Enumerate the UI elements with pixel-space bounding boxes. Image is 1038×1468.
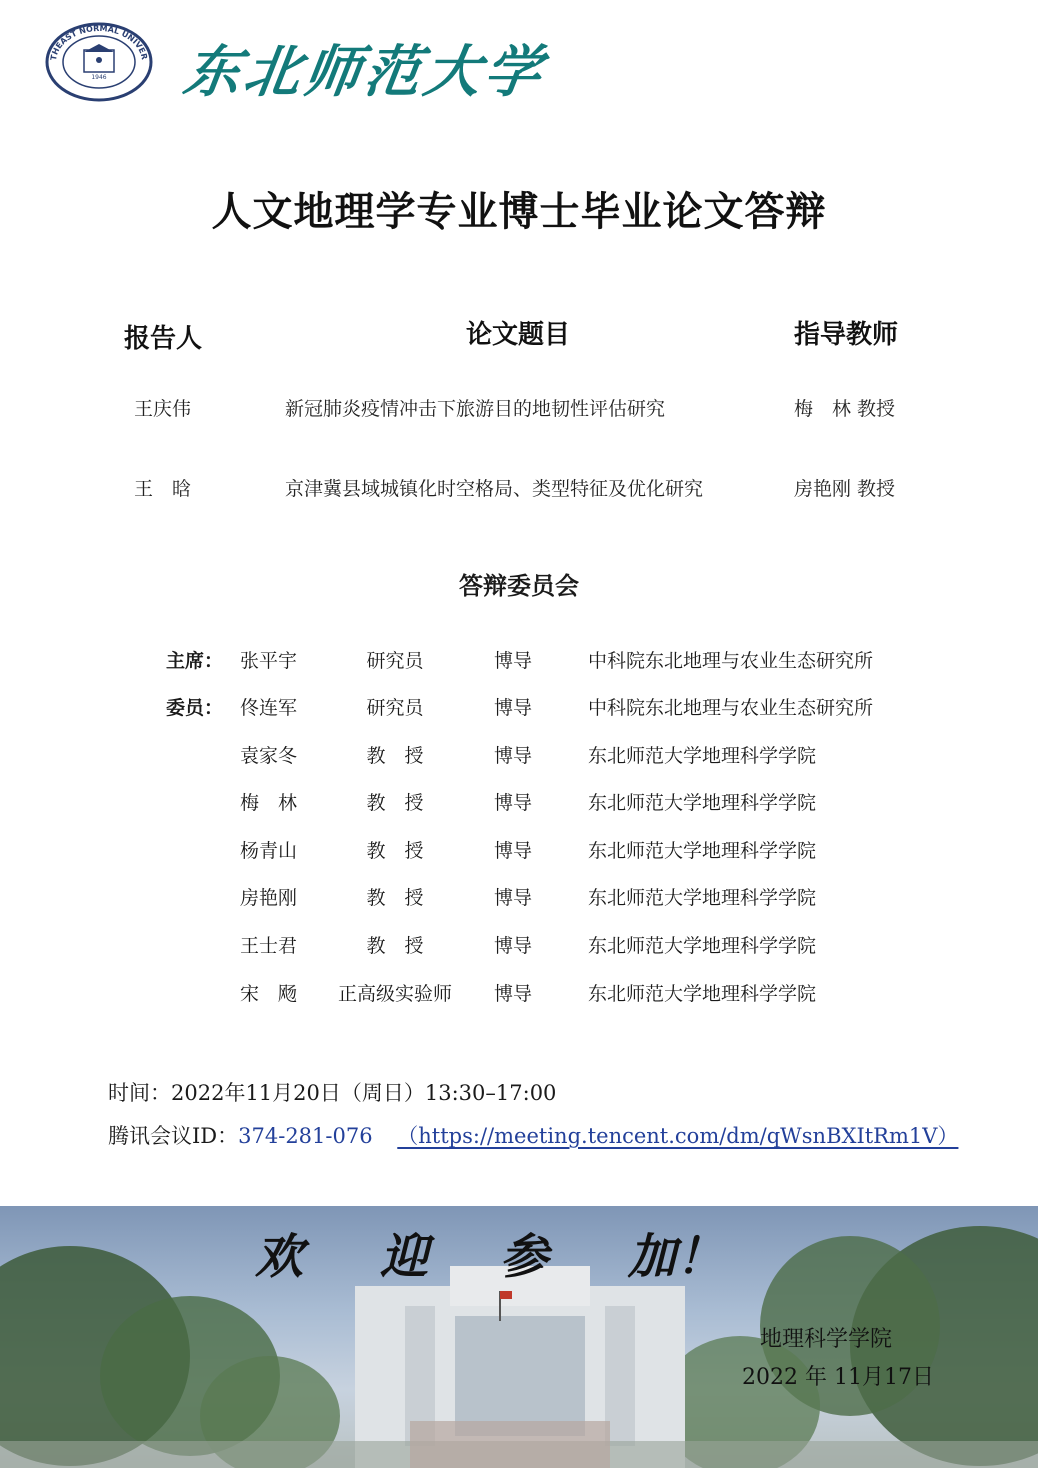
member-role: 委员： <box>166 697 224 719</box>
university-seal <box>44 22 154 102</box>
seal-year: 1946 <box>91 74 107 81</box>
issuing-school: 地理科学学院 <box>760 1327 893 1352</box>
committee-member <box>0 693 1038 723</box>
member-tutor: 博导 <box>494 935 533 957</box>
member-title: 研究员 <box>366 650 424 672</box>
member-institution: 东北师范大学地理科学学院 <box>588 840 817 862</box>
committee-member <box>0 788 1038 818</box>
member-title: 教 授 <box>366 792 424 814</box>
member-institution: 东北师范大学地理科学学院 <box>588 983 817 1005</box>
member-role: 主席： <box>166 650 224 672</box>
welcome-char: 加！ <box>628 1229 725 1285</box>
member-title: 教 授 <box>366 745 424 767</box>
member-institution: 东北师范大学地理科学学院 <box>588 792 817 814</box>
welcome-char: 迎 <box>380 1229 429 1285</box>
row1-topic: 新冠肺炎疫情冲击下旅游目的地韧性评估研究 <box>285 398 666 420</box>
committee-member <box>0 931 1038 961</box>
member-tutor: 博导 <box>494 983 533 1005</box>
meeting-id[interactable]: 374-281-076 <box>238 1124 373 1148</box>
welcome-char: 参 <box>500 1229 549 1285</box>
seal-text: THEAST NORMAL UNIVER <box>48 23 149 62</box>
page-title: 人文地理学专业博士毕业论文答辩 <box>211 189 827 235</box>
committee-member <box>0 836 1038 866</box>
member-title: 教 授 <box>366 887 424 909</box>
committee-member <box>0 979 1038 1009</box>
row1-presenter: 王庆伟 <box>134 398 192 420</box>
member-name: 袁家冬 <box>240 745 298 767</box>
member-title: 正高级实验师 <box>337 983 452 1005</box>
committee-title: 答辩委员会 <box>459 572 579 600</box>
time-line <box>108 1077 556 1107</box>
committee-member <box>0 646 1038 676</box>
meeting-link[interactable]: （https://meeting.tencent.com/dm/qWsnBXItRm1V） <box>397 1124 959 1148</box>
row2-presenter: 王 晗 <box>134 478 192 500</box>
member-name: 张平宇 <box>240 650 298 672</box>
university-name-calligraphy: 东北师范大学 <box>179 39 550 105</box>
row2-advisor: 房艳刚 教授 <box>794 478 896 500</box>
member-institution: 中科院东北地理与农业生态研究所 <box>588 697 874 719</box>
header-advisor: 指导教师 <box>794 320 899 350</box>
row1-advisor: 梅 林 教授 <box>794 398 896 420</box>
member-name: 杨青山 <box>240 840 298 862</box>
member-title: 研究员 <box>366 697 424 719</box>
header-presenter: 报告人 <box>124 324 203 354</box>
member-institution: 东北师范大学地理科学学院 <box>588 935 817 957</box>
member-tutor: 博导 <box>494 840 533 862</box>
member-tutor: 博导 <box>494 697 533 719</box>
member-title: 教 授 <box>366 840 424 862</box>
meeting-line <box>108 1120 958 1150</box>
issue-date: 2022 年 11月17日 <box>742 1365 934 1390</box>
time-label: 时间： <box>108 1081 171 1105</box>
member-name: 房艳刚 <box>240 887 298 909</box>
member-name: 梅 林 <box>240 792 298 814</box>
member-institution: 中科院东北地理与农业生态研究所 <box>588 650 874 672</box>
member-institution: 东北师范大学地理科学学院 <box>588 745 817 767</box>
time-value: 2022年11月20日（周日）13:30–17:00 <box>171 1081 557 1105</box>
seal-icon <box>44 22 154 102</box>
member-name: 佟连军 <box>240 697 298 719</box>
meeting-label: 腾讯会议ID： <box>108 1124 239 1148</box>
welcome-char: 欢 <box>255 1229 304 1285</box>
row2-topic: 京津冀县域城镇化时空格局、类型特征及优化研究 <box>285 478 704 500</box>
header-topic: 论文题目 <box>466 320 571 350</box>
member-name: 王士君 <box>240 935 298 957</box>
committee-member <box>0 741 1038 771</box>
member-name: 宋 飏 <box>240 983 298 1005</box>
member-tutor: 博导 <box>494 887 533 909</box>
committee-member <box>0 883 1038 913</box>
member-tutor: 博导 <box>494 650 533 672</box>
member-institution: 东北师范大学地理科学学院 <box>588 887 817 909</box>
member-title: 教 授 <box>366 935 424 957</box>
member-tutor: 博导 <box>494 792 533 814</box>
member-tutor: 博导 <box>494 745 533 767</box>
